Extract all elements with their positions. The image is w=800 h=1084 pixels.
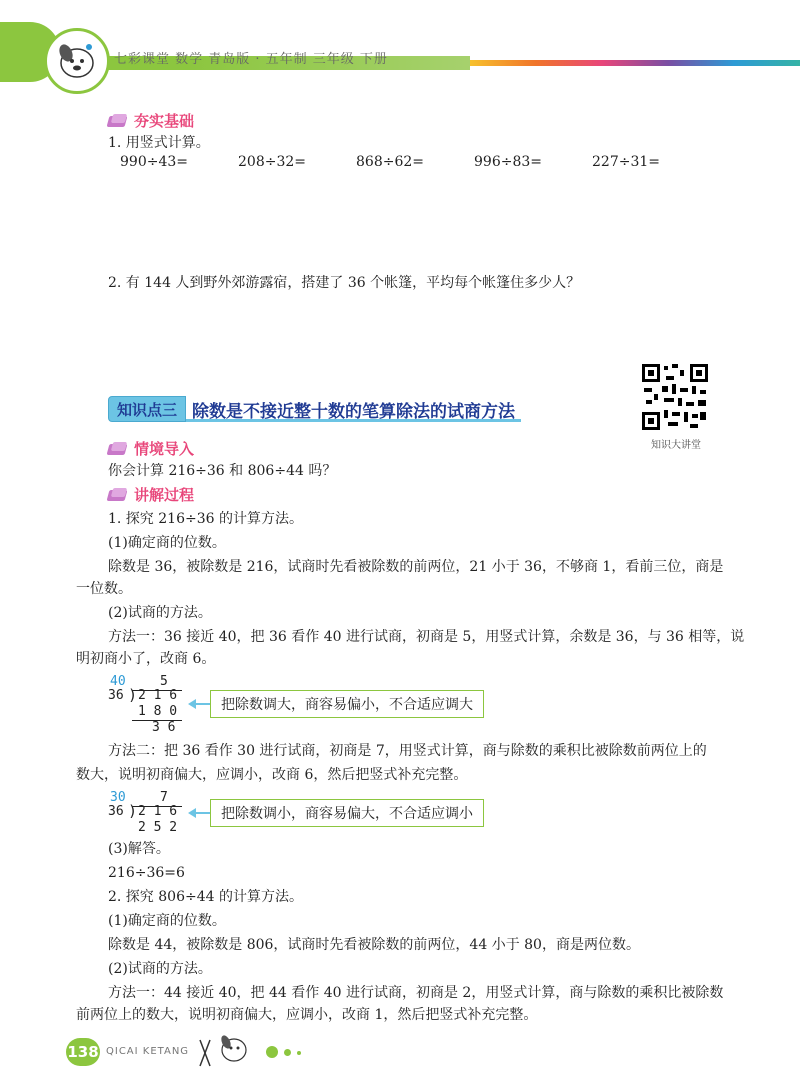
footer-dot: [284, 1049, 291, 1056]
approx-divisor: 40: [110, 674, 126, 689]
process-rest-line: 方法一：44 接近 40，把 44 看作 40 进行试商，初商是 2，用竖式计算，商与除数的乘积比被除数: [108, 985, 724, 1001]
section-heading-intro: [108, 438, 194, 459]
callout-2: 把除数调小，商容易偏大，不合适应调小: [210, 799, 484, 827]
process-line: 方法一：36 接近 40，把 36 看作 40 进行试商，初商是 5，用竖式计算，余数是 36，与 36 相等，说: [108, 629, 745, 645]
problem-list: [120, 154, 720, 170]
problem-item: 227÷31=: [592, 154, 660, 170]
dividend: 2 1 6: [138, 804, 178, 819]
process-line: (2)试商的方法。: [108, 605, 212, 621]
arrow-icon: [196, 703, 210, 705]
callout-1: 把除数调大，商容易偏小，不合适应调大: [210, 690, 484, 718]
quotient: 7: [160, 790, 168, 805]
footer-brand: QICAI KETANG: [106, 1046, 190, 1057]
divisor: 36: [108, 804, 124, 819]
process-rest-line: 前两位上的数大，说明初商偏大，应调小，改商 1，然后把竖式补充完整。: [76, 1007, 538, 1023]
section-heading-intro-label: 情境导入: [134, 440, 195, 458]
knowledge-point-title: 除数是不接近整十数的笔算除法的试商方法: [186, 396, 521, 422]
knowledge-point-banner: [108, 396, 521, 422]
problem-item: 868÷62=: [356, 154, 424, 170]
book-icon: [108, 114, 128, 128]
intro-text: 你会计算 216÷36 和 806÷44 吗？: [108, 463, 337, 479]
process-line: 1. 探究 216÷36 的计算方法。: [108, 511, 303, 527]
process-rest-line: 2. 探究 806÷44 的计算方法。: [108, 889, 303, 905]
product: 2 5 2: [138, 820, 178, 835]
method-2-line: 方法二：把 36 看作 30 进行试商，初商是 7，用竖式计算，商与除数的乘积比被除数前两位上的: [108, 743, 707, 759]
section-heading-basics-label: 夯实基础: [134, 112, 195, 130]
product: 1 8 0: [138, 704, 178, 719]
qr-caption: 知识大讲堂: [651, 440, 701, 451]
footer-mascot: [196, 1030, 256, 1070]
question-2: 2. 有 144 人到野外郊游露宿，搭建了 36 个帐篷，平均每个帐篷住多少人？: [108, 275, 581, 291]
mascot-logo: [44, 28, 110, 94]
long-division-1: 40 5 36 ) 2 1 6 1 8 0 3 6: [108, 674, 188, 738]
knowledge-point-label: 知识点三: [108, 396, 186, 422]
process-rest-line: (1)确定商的位数。: [108, 913, 226, 929]
method-2-line: 数大，说明初商偏大，应调小，改商 6，然后把竖式补充完整。: [76, 767, 468, 783]
book-icon: [108, 488, 128, 502]
long-division-2: 30 7 36 ) 2 1 6 2 5 2: [108, 790, 188, 838]
process-rest-line: (3)解答。: [108, 841, 170, 857]
book-icon: [108, 442, 128, 456]
footer-dot: [266, 1046, 278, 1058]
approx-divisor: 30: [110, 790, 126, 805]
process-rest-line: 216÷36=6: [108, 865, 185, 881]
process-line: 除数是 36，被除数是 216，试商时先看被除数的前两位，21 小于 36，不够商 1，看前三位，商是: [108, 559, 724, 575]
header-title: 七彩课堂 数学 青岛版 · 五年制 三年级 下册: [114, 52, 388, 67]
quotient: 5: [160, 674, 168, 689]
page-number: 138: [66, 1038, 100, 1066]
process-line: 一位数。: [76, 581, 132, 597]
footer-dot: [297, 1051, 301, 1055]
problem-item: 990÷43=: [120, 154, 188, 170]
process-rest-line: 除数是 44，被除数是 806，试商时先看被除数的前两位，44 小于 80，商是两位数。: [108, 937, 640, 953]
section-heading-basics: [108, 110, 194, 131]
problem-item: 996÷83=: [474, 154, 542, 170]
arrow-icon: [196, 812, 210, 814]
section-heading-process-label: 讲解过程: [134, 486, 195, 504]
question-1: 1. 用竖式计算。: [108, 135, 210, 151]
dividend: 2 1 6: [138, 688, 178, 703]
remainder: 3 6: [152, 720, 176, 735]
process-rest-line: (2)试商的方法。: [108, 961, 212, 977]
process-line: (1)确定商的位数。: [108, 535, 226, 551]
problem-item: 208÷32=: [238, 154, 306, 170]
section-heading-process: [108, 484, 194, 505]
process-line: 明初商小了，改商 6。: [76, 651, 216, 667]
qr-code[interactable]: [640, 362, 710, 432]
divisor: 36: [108, 688, 124, 703]
